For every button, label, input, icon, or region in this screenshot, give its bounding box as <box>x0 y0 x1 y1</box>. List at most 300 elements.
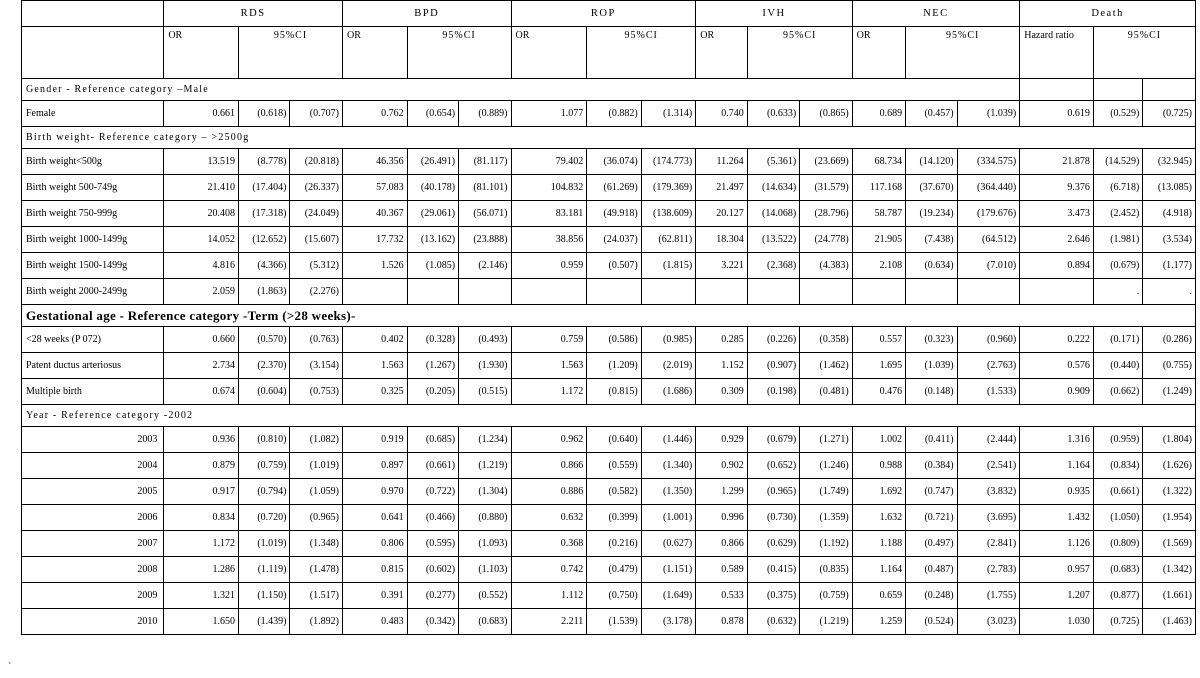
table-cell <box>641 279 696 305</box>
row-label: Female <box>22 101 164 127</box>
table-cell: (1.151) <box>641 557 696 583</box>
table-cell: 1.563 <box>511 353 587 379</box>
table-row <box>22 227 1196 253</box>
table-cell: (1.815) <box>641 253 696 279</box>
table-cell: (1.082) <box>290 427 342 453</box>
table-cell: (0.629) <box>747 531 799 557</box>
table-cell: (15.607) <box>290 227 342 253</box>
table-row <box>22 557 1196 583</box>
table-cell: (23.888) <box>459 227 511 253</box>
table-cell: (1.267) <box>407 353 458 379</box>
table-cell: (0.730) <box>747 505 799 531</box>
page-mark: ` <box>8 662 12 673</box>
table-row <box>22 353 1196 379</box>
row-label: 2006 <box>22 505 164 531</box>
table-cell: (0.725) <box>1093 609 1142 635</box>
table-cell: (1.954) <box>1143 505 1196 531</box>
table-cell: (1.340) <box>641 453 696 479</box>
table-cell: (0.661) <box>407 453 458 479</box>
table-cell: (37.670) <box>906 175 957 201</box>
table-cell: (24.037) <box>587 227 642 253</box>
table-cell: 20.127 <box>696 201 747 227</box>
table-cell: (0.198) <box>747 379 799 405</box>
table-cell: (0.810) <box>239 427 290 453</box>
stat-header: Hazard ratio <box>1020 27 1094 79</box>
table-cell: (32.945) <box>1143 149 1196 175</box>
table-cell: 0.391 <box>342 583 407 609</box>
table-cell: (334.575) <box>957 149 1020 175</box>
table-cell: (179.676) <box>957 201 1020 227</box>
table-cell: (0.586) <box>587 327 642 353</box>
table-cell: (0.985) <box>641 327 696 353</box>
table-cell: 1.112 <box>511 583 587 609</box>
table-cell: 0.762 <box>342 101 407 127</box>
table-cell: (1.478) <box>290 557 342 583</box>
table-cell: (1.350) <box>641 479 696 505</box>
table-cell: (0.707) <box>290 101 342 127</box>
table-cell: (81.117) <box>459 149 511 175</box>
table-cell: . <box>1093 279 1142 305</box>
table-cell: (1.103) <box>459 557 511 583</box>
stat-header: OR <box>342 27 407 79</box>
outcome-header-death: Death <box>1020 1 1196 27</box>
table-cell: (0.661) <box>1093 479 1142 505</box>
table-cell: (0.440) <box>1093 353 1142 379</box>
table-cell: (174.773) <box>641 149 696 175</box>
table-cell: 0.661 <box>164 101 239 127</box>
table-cell: 57.083 <box>342 175 407 201</box>
table-cell: (1.039) <box>957 101 1020 127</box>
table-cell: (0.679) <box>1093 253 1142 279</box>
row-label: Birth weight 750-999g <box>22 201 164 227</box>
table-cell: (1.892) <box>290 609 342 635</box>
table-cell: (1.533) <box>957 379 1020 405</box>
table-cell: (1.348) <box>290 531 342 557</box>
table-cell: (24.049) <box>290 201 342 227</box>
table-cell: 0.879 <box>164 453 239 479</box>
table-cell: (0.559) <box>587 453 642 479</box>
table-cell: (1.219) <box>800 609 853 635</box>
table-cell: (23.669) <box>800 149 853 175</box>
table-cell <box>800 279 853 305</box>
table-cell: (0.466) <box>407 505 458 531</box>
table-cell: (0.877) <box>1093 583 1142 609</box>
table-cell: (62.811) <box>641 227 696 253</box>
table-cell: 1.002 <box>852 427 906 453</box>
table-row <box>22 379 1196 405</box>
table-row <box>22 201 1196 227</box>
odds-ratio-table <box>21 0 1196 635</box>
table-cell: (1.150) <box>239 583 290 609</box>
table-cell: (1.626) <box>1143 453 1196 479</box>
table-cell: (0.497) <box>906 531 957 557</box>
table-cell: (26.337) <box>290 175 342 201</box>
table-cell: (1.686) <box>641 379 696 405</box>
table-cell: 0.959 <box>511 253 587 279</box>
table-cell: (0.524) <box>906 609 957 635</box>
table-cell: (24.778) <box>800 227 853 253</box>
table-cell: 1.207 <box>1020 583 1094 609</box>
table-cell: (0.965) <box>747 479 799 505</box>
table-row <box>22 327 1196 353</box>
outcome-header-nec: NEC <box>852 1 1020 27</box>
table-cell: 1.030 <box>1020 609 1094 635</box>
table-cell: (1.019) <box>290 453 342 479</box>
table-cell: (0.755) <box>1143 353 1196 379</box>
table-cell: 79.402 <box>511 149 587 175</box>
table-cell: (56.071) <box>459 201 511 227</box>
table-cell: (1.119) <box>239 557 290 583</box>
table-cell: 0.894 <box>1020 253 1094 279</box>
table-cell: 0.936 <box>164 427 239 453</box>
table-cell: (17.404) <box>239 175 290 201</box>
table-cell: (0.835) <box>800 557 853 583</box>
table-cell: (1.271) <box>800 427 853 453</box>
table-cell: (3.154) <box>290 353 342 379</box>
table-cell: (0.479) <box>587 557 642 583</box>
table-cell: (5.312) <box>290 253 342 279</box>
table-cell: 1.286 <box>164 557 239 583</box>
table-cell: (1.019) <box>239 531 290 557</box>
table-cell: (0.720) <box>239 505 290 531</box>
table-cell: (6.718) <box>1093 175 1142 201</box>
table-cell: (0.323) <box>906 327 957 353</box>
table-cell: 1.432 <box>1020 505 1094 531</box>
table-row <box>22 101 1196 127</box>
table-row <box>22 253 1196 279</box>
table-cell: 0.909 <box>1020 379 1094 405</box>
table-cell: . <box>1143 279 1196 305</box>
table-cell: (1.342) <box>1143 557 1196 583</box>
table-cell: 0.970 <box>342 479 407 505</box>
table-cell: (0.604) <box>239 379 290 405</box>
table-cell: 68.734 <box>852 149 906 175</box>
table-cell: 0.402 <box>342 327 407 353</box>
table-cell: 1.259 <box>852 609 906 635</box>
table-cell: 3.473 <box>1020 201 1094 227</box>
table-cell: (0.747) <box>906 479 957 505</box>
table-cell: 0.368 <box>511 531 587 557</box>
table-cell: (0.595) <box>407 531 458 557</box>
table-cell: (1.517) <box>290 583 342 609</box>
table-cell: 0.806 <box>342 531 407 557</box>
table-cell: (2.368) <box>747 253 799 279</box>
stat-header: OR <box>696 27 747 79</box>
table-cell: (1.439) <box>239 609 290 635</box>
table-cell: (64.512) <box>957 227 1020 253</box>
table-cell: (0.552) <box>459 583 511 609</box>
table-cell: (7.438) <box>906 227 957 253</box>
table-cell: 0.902 <box>696 453 747 479</box>
table-cell: 1.692 <box>852 479 906 505</box>
outcome-header-row <box>22 1 1196 27</box>
table-cell: (1.463) <box>1143 609 1196 635</box>
table-cell: 0.866 <box>696 531 747 557</box>
table-cell: (1.085) <box>407 253 458 279</box>
table-cell: (1.039) <box>906 353 957 379</box>
table-cell: 1.321 <box>164 583 239 609</box>
table-cell: 21.410 <box>164 175 239 201</box>
table-cell: (14.120) <box>906 149 957 175</box>
table-cell: 0.222 <box>1020 327 1094 353</box>
table-cell: (1.539) <box>587 609 642 635</box>
table-cell: (0.415) <box>747 557 799 583</box>
empty-header-cell <box>22 27 164 79</box>
table-cell: 0.962 <box>511 427 587 453</box>
table-row <box>22 427 1196 453</box>
table-cell: 11.264 <box>696 149 747 175</box>
table-cell: (1.234) <box>459 427 511 453</box>
table-row <box>22 505 1196 531</box>
row-label: 2010 <box>22 609 164 635</box>
ci-header: 95%CI <box>1093 27 1195 79</box>
table-cell: 0.285 <box>696 327 747 353</box>
table-cell: (0.679) <box>747 427 799 453</box>
row-label: Birth weight 2000-2499g <box>22 279 164 305</box>
row-label: 2008 <box>22 557 164 583</box>
table-cell: 1.188 <box>852 531 906 557</box>
table-cell: (0.960) <box>957 327 1020 353</box>
section-label: Birth weight- Reference category – >2500g <box>22 127 1196 149</box>
table-cell: 1.164 <box>1020 453 1094 479</box>
table-cell: 1.126 <box>1020 531 1094 557</box>
table-cell: (0.205) <box>407 379 458 405</box>
table-cell: (36.074) <box>587 149 642 175</box>
table-cell: 0.886 <box>511 479 587 505</box>
table-cell: (0.634) <box>906 253 957 279</box>
table-cell: 21.878 <box>1020 149 1094 175</box>
table-row <box>22 149 1196 175</box>
table-cell: (31.579) <box>800 175 853 201</box>
table-cell: (0.411) <box>906 427 957 453</box>
table-cell: (0.529) <box>1093 101 1142 127</box>
table-cell: 0.935 <box>1020 479 1094 505</box>
table-cell: (0.882) <box>587 101 642 127</box>
table-cell: (0.277) <box>407 583 458 609</box>
table-cell: (0.652) <box>747 453 799 479</box>
table-cell: (0.725) <box>1143 101 1196 127</box>
table-cell: (4.366) <box>239 253 290 279</box>
row-label: Patent ductus arteriosus <box>22 353 164 379</box>
table-cell: (8.778) <box>239 149 290 175</box>
table-cell: 0.834 <box>164 505 239 531</box>
table-cell: (14.529) <box>1093 149 1142 175</box>
table-cell: 0.759 <box>511 327 587 353</box>
stat-header: OR <box>511 27 587 79</box>
empty-header-cell <box>22 1 164 27</box>
table-cell: (1.001) <box>641 505 696 531</box>
table-cell: 1.526 <box>342 253 407 279</box>
table-cell: (2.541) <box>957 453 1020 479</box>
table-row <box>22 175 1196 201</box>
table-cell: (3.023) <box>957 609 1020 635</box>
table-cell: (12.652) <box>239 227 290 253</box>
table-cell: 0.325 <box>342 379 407 405</box>
table-cell <box>459 279 511 305</box>
table-cell: (1.930) <box>459 353 511 379</box>
row-label: Multiple birth <box>22 379 164 405</box>
empty-cell <box>1020 79 1094 101</box>
table-cell: (0.763) <box>290 327 342 353</box>
table-cell: (0.685) <box>407 427 458 453</box>
table-cell: (0.880) <box>459 505 511 531</box>
table-cell: 1.299 <box>696 479 747 505</box>
table-cell: (0.959) <box>1093 427 1142 453</box>
table-cell: (1.981) <box>1093 227 1142 253</box>
table-cell: 20.408 <box>164 201 239 227</box>
table-cell: (40.178) <box>407 175 458 201</box>
table-cell: (2.276) <box>290 279 342 305</box>
row-label: 2007 <box>22 531 164 557</box>
table-cell: 40.367 <box>342 201 407 227</box>
row-label: 2003 <box>22 427 164 453</box>
table-cell: 0.957 <box>1020 557 1094 583</box>
table-cell: 0.483 <box>342 609 407 635</box>
table-cell <box>747 279 799 305</box>
table-cell: 0.533 <box>696 583 747 609</box>
table-cell: (4.918) <box>1143 201 1196 227</box>
table-cell: (0.515) <box>459 379 511 405</box>
stat-header: OR <box>852 27 906 79</box>
table-cell: 2.734 <box>164 353 239 379</box>
ci-header: 95%CI <box>906 27 1020 79</box>
section-label: Gestational age - Reference category -Term (>28 weeks)- <box>22 305 1196 327</box>
table-cell: (0.640) <box>587 427 642 453</box>
ci-header: 95%CI <box>407 27 511 79</box>
table-cell: (26.491) <box>407 149 458 175</box>
outcome-header-bpd: BPD <box>342 1 511 27</box>
row-label: Birth weight 1000-1499g <box>22 227 164 253</box>
table-cell: 0.917 <box>164 479 239 505</box>
table-cell: (0.226) <box>747 327 799 353</box>
table-cell: 1.152 <box>696 353 747 379</box>
table-cell: (0.384) <box>906 453 957 479</box>
empty-cell <box>1093 79 1142 101</box>
table-cell: (20.818) <box>290 149 342 175</box>
row-label: 2005 <box>22 479 164 505</box>
table-cell <box>957 279 1020 305</box>
row-label: <28 weeks (P 072) <box>22 327 164 353</box>
table-cell: (2.146) <box>459 253 511 279</box>
row-label: 2009 <box>22 583 164 609</box>
table-cell: (0.759) <box>800 583 853 609</box>
table-cell: (28.796) <box>800 201 853 227</box>
table-cell: 2.646 <box>1020 227 1094 253</box>
section-label: Gender - Reference category –Male <box>22 79 1020 101</box>
table-cell: (14.634) <box>747 175 799 201</box>
table-cell: 0.996 <box>696 505 747 531</box>
table-cell: (5.361) <box>747 149 799 175</box>
table-cell: (4.383) <box>800 253 853 279</box>
outcome-header-rds: RDS <box>164 1 343 27</box>
table-cell: 1.164 <box>852 557 906 583</box>
table-cell: (0.493) <box>459 327 511 353</box>
table-cell: 4.816 <box>164 253 239 279</box>
table-cell <box>587 279 642 305</box>
table-cell <box>407 279 458 305</box>
table-cell: (1.462) <box>800 353 853 379</box>
table-cell: (1.755) <box>957 583 1020 609</box>
ci-header: 95%CI <box>747 27 852 79</box>
table-cell: 18.304 <box>696 227 747 253</box>
table-cell: 1.632 <box>852 505 906 531</box>
table-cell: (1.359) <box>800 505 853 531</box>
table-cell: 1.172 <box>511 379 587 405</box>
table-cell: (3.534) <box>1143 227 1196 253</box>
table-cell: (0.834) <box>1093 453 1142 479</box>
table-cell: 13.519 <box>164 149 239 175</box>
table-cell: 0.619 <box>1020 101 1094 127</box>
table-cell <box>852 279 906 305</box>
table-cell: 2.059 <box>164 279 239 305</box>
table-cell: (0.171) <box>1093 327 1142 353</box>
table-cell: (0.683) <box>459 609 511 635</box>
table-row <box>22 609 1196 635</box>
table-cell: (0.570) <box>239 327 290 353</box>
section-row-gestational-age <box>22 305 1196 327</box>
table-cell: (179.369) <box>641 175 696 201</box>
table-cell: 83.181 <box>511 201 587 227</box>
table-cell: (0.662) <box>1093 379 1142 405</box>
table-cell: 0.742 <box>511 557 587 583</box>
table-cell: (0.216) <box>587 531 642 557</box>
table-cell: (0.721) <box>906 505 957 531</box>
outcome-header-ivh: IVH <box>696 1 852 27</box>
table-cell: (2.444) <box>957 427 1020 453</box>
table-cell: (0.794) <box>239 479 290 505</box>
table-cell: (138.609) <box>641 201 696 227</box>
table-cell: (0.627) <box>641 531 696 557</box>
table-row <box>22 279 1196 305</box>
table-cell: (1.249) <box>1143 379 1196 405</box>
table-cell: (1.661) <box>1143 583 1196 609</box>
table-cell: (0.632) <box>747 609 799 635</box>
table-cell: (1.749) <box>800 479 853 505</box>
table-cell: 2.108 <box>852 253 906 279</box>
table-cell: (3.178) <box>641 609 696 635</box>
table-cell: (17.318) <box>239 201 290 227</box>
table-cell <box>511 279 587 305</box>
table-cell: (0.399) <box>587 505 642 531</box>
table-cell: 0.641 <box>342 505 407 531</box>
table-cell: (0.759) <box>239 453 290 479</box>
table-cell: 1.695 <box>852 353 906 379</box>
table-cell: 14.052 <box>164 227 239 253</box>
row-label: Birth weight<500g <box>22 149 164 175</box>
table-cell: (0.481) <box>800 379 853 405</box>
table-row <box>22 583 1196 609</box>
table-cell: (0.618) <box>239 101 290 127</box>
table-cell: (0.815) <box>587 379 642 405</box>
table-cell: 0.897 <box>342 453 407 479</box>
table-cell: (1.322) <box>1143 479 1196 505</box>
table-cell: (0.148) <box>906 379 957 405</box>
table-cell: 0.740 <box>696 101 747 127</box>
table-cell: (1.059) <box>290 479 342 505</box>
table-cell: 46.356 <box>342 149 407 175</box>
table-cell: (1.304) <box>459 479 511 505</box>
section-row-gender <box>22 79 1196 101</box>
table-cell: 117.168 <box>852 175 906 201</box>
table-cell: 0.929 <box>696 427 747 453</box>
table-cell: (0.865) <box>800 101 853 127</box>
table-cell: 0.674 <box>164 379 239 405</box>
row-label: Birth weight 500-749g <box>22 175 164 201</box>
table-cell: 0.632 <box>511 505 587 531</box>
stat-header: OR <box>164 27 239 79</box>
table-cell: 0.878 <box>696 609 747 635</box>
ci-header: 95%CI <box>239 27 343 79</box>
